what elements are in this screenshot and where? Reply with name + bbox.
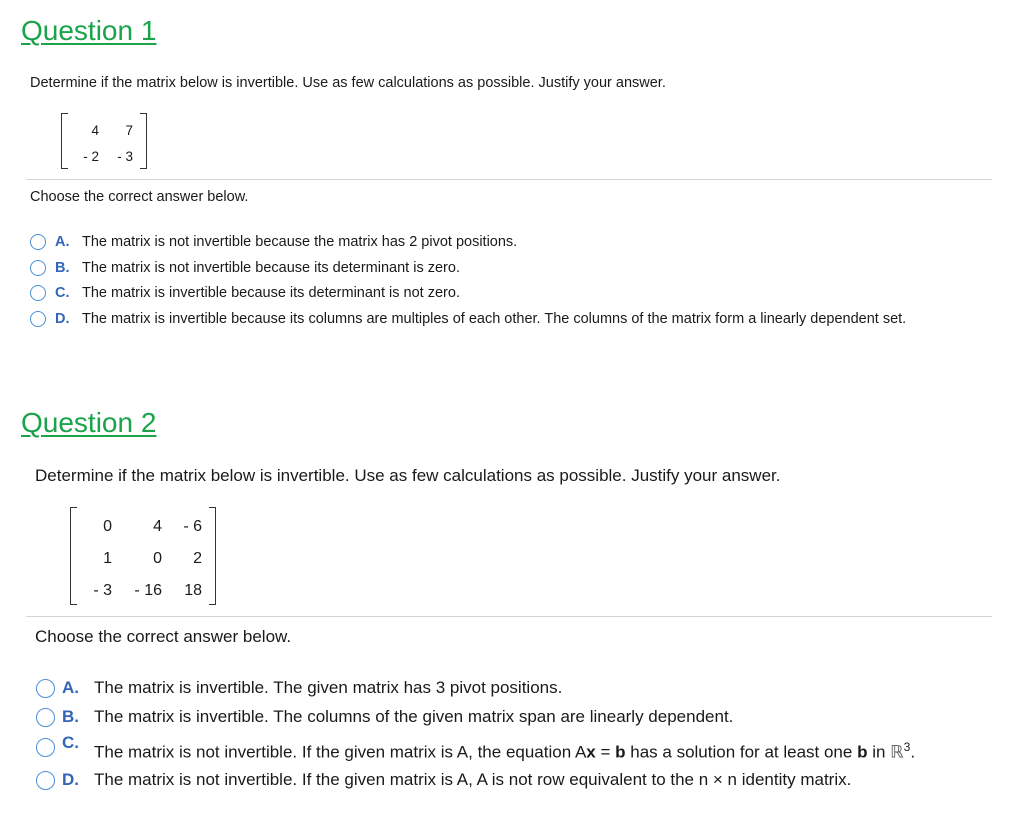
matrix-left-bracket	[70, 507, 77, 605]
vector-x: x	[586, 742, 596, 762]
radio-button[interactable]	[36, 708, 55, 727]
matrix-right-bracket	[140, 113, 147, 169]
question-1-instruction: Choose the correct answer below.	[30, 189, 249, 205]
option-text: The matrix is invertible. The given matrix has 3 pivot positions.	[94, 678, 563, 697]
option-letter: D.	[55, 311, 70, 327]
matrix-cell: 7	[125, 122, 133, 138]
option-letter: C.	[62, 733, 79, 753]
matrix-cell: 0	[103, 518, 112, 535]
option-text: The matrix is invertible because its determinant is not zero.	[82, 285, 460, 301]
question-1-matrix	[61, 113, 147, 169]
radio-button[interactable]	[36, 679, 55, 698]
question-1-option-c[interactable]	[30, 285, 460, 301]
question-1-option-b[interactable]	[30, 260, 460, 276]
radio-button[interactable]	[36, 771, 55, 790]
question-2-option-c[interactable]	[36, 733, 916, 763]
question-2-option-a[interactable]	[36, 678, 562, 698]
real-numbers-symbol: ℝ	[890, 742, 904, 763]
matrix-cell: - 3	[117, 148, 133, 164]
matrix-cell: 2	[193, 550, 202, 567]
option-letter: A.	[62, 678, 79, 697]
question-1-option-d[interactable]	[30, 311, 906, 327]
question-1-option-a[interactable]	[30, 234, 517, 250]
option-letter: B.	[55, 260, 70, 276]
option-letter: D.	[62, 770, 79, 789]
matrix-cell: 1	[103, 550, 112, 567]
matrix-right-bracket	[209, 507, 216, 605]
option-text: The matrix is not invertible. If the given matrix is A, the equation Ax = b has a solution for at least one b in ℝ$^3$.	[94, 740, 916, 763]
matrix-cell: 0	[153, 550, 162, 567]
option-text: The matrix is invertible because its columns are multiples of each other. The columns of the matrix form a linearly dependent set.	[82, 311, 907, 327]
matrix-cell: - 3	[93, 582, 112, 599]
option-text: The matrix is not invertible because its determinant is zero.	[82, 260, 460, 276]
option-letter: A.	[55, 234, 70, 250]
question-2-divider	[26, 616, 992, 617]
radio-button[interactable]	[30, 285, 46, 301]
matrix-cell: - 6	[183, 518, 202, 535]
vector-b: b	[857, 742, 868, 762]
vector-b: b	[615, 742, 626, 762]
radio-button[interactable]	[36, 738, 55, 757]
radio-button[interactable]	[30, 234, 46, 250]
question-1-divider	[26, 179, 992, 180]
matrix-cell: - 2	[83, 148, 99, 164]
radio-button[interactable]	[30, 311, 46, 327]
question-2-title: Question 2	[21, 407, 157, 438]
matrix-cell: 18	[184, 582, 202, 599]
question-1-title: Question 1	[21, 15, 157, 46]
question-2-option-b[interactable]	[36, 707, 733, 727]
question-2-prompt: Determine if the matrix below is invertible. Use as few calculations as possible. Justify your answer.	[35, 466, 781, 485]
question-1-prompt: Determine if the matrix below is invertible. Use as few calculations as possible. Justify your answer.	[30, 75, 666, 91]
option-text: The matrix is invertible. The columns of the given matrix span are linearly dependent.	[94, 707, 734, 726]
matrix-cell: 4	[91, 122, 99, 138]
radio-button[interactable]	[30, 260, 46, 276]
option-letter: B.	[62, 707, 79, 726]
option-text: The matrix is not invertible because the matrix has 2 pivot positions.	[82, 234, 518, 250]
matrix-left-bracket	[61, 113, 68, 169]
option-text: The matrix is not invertible. If the given matrix is A, A is not row equivalent to the n × n identity matrix.	[94, 770, 852, 789]
question-2-matrix	[70, 507, 216, 605]
question-2-option-d[interactable]	[36, 770, 851, 790]
matrix-cell: 4	[153, 518, 162, 535]
question-2-instruction: Choose the correct answer below.	[35, 627, 292, 646]
option-letter: C.	[55, 285, 70, 301]
matrix-cell: - 16	[134, 582, 162, 599]
